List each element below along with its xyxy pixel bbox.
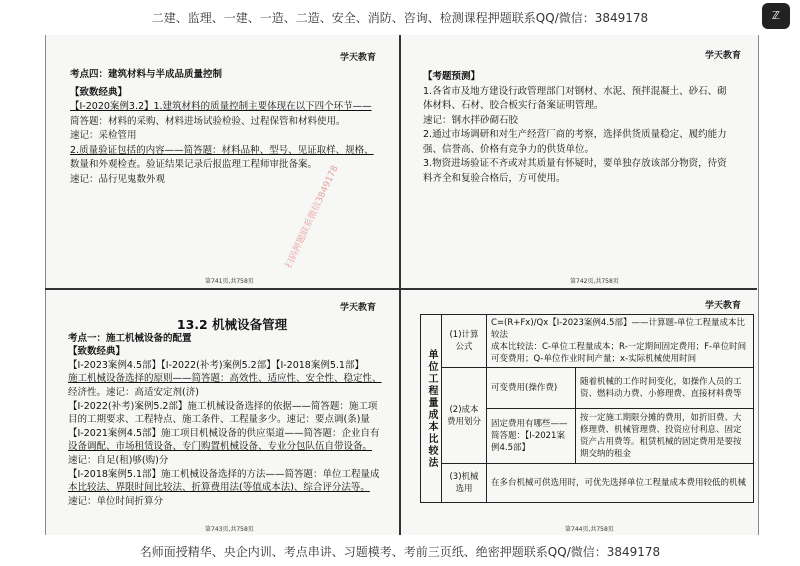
brand-logo: 学天教育 bbox=[340, 303, 377, 313]
page-divider-vertical bbox=[399, 35, 401, 535]
section-tag: 【致数经典】 bbox=[70, 86, 128, 98]
page-title: 13.2 机械设备管理 bbox=[176, 317, 288, 332]
sub-label: 可变费用(操作费) bbox=[487, 368, 576, 409]
row-label: (2)成本费用划分 bbox=[442, 368, 487, 464]
text-line: 【Ⅰ-2021案例4.5部】施工项目机械设备的供应渠道——简答题：企业自有 bbox=[68, 427, 380, 439]
text-line: 经济性。速记：高适安定剂(济) bbox=[68, 386, 199, 398]
top-banner-text: 二建、监理、一建、一造、二造、安全、消防、咨询、检测课程押题联系QQ/微信：3849178 bbox=[151, 11, 649, 25]
text-line: 本比较法、界限时间比较法、折算费用法(等值成本法)、综合评分法等。 bbox=[68, 482, 370, 494]
page-top-right bbox=[423, 70, 753, 186]
text-line: 3.物资进场验证不齐或对其质量有怀疑时，要单独存放该部分物资，待资 bbox=[423, 158, 727, 169]
table-row bbox=[421, 464, 754, 503]
page-number: 第741页,共758页 bbox=[205, 278, 254, 285]
brand-logo: 学天教育 bbox=[340, 53, 377, 63]
side-label: 单位工程量成本比较法 bbox=[421, 315, 442, 503]
logo-icon: ℤ bbox=[762, 3, 790, 29]
text-line: 【Ⅰ-2023案例4.5部】【Ⅰ-2022(补考)案例5.2部】【Ⅰ-2018案例5.1部】 bbox=[68, 359, 364, 371]
text-line: 【Ⅰ-2022(补考)案例5.2部】施工机械设备选择的依据——简答题：施工项 bbox=[68, 400, 378, 412]
section-tag: 【考题预测】 bbox=[423, 71, 481, 82]
watermark: 扫码押题联系微信3849178 bbox=[284, 164, 341, 271]
text-line: 简答题：材料的采购、材料进场试验检验、过程保管和材料使用。 bbox=[70, 115, 346, 127]
row-content: 随着机械的工作时间变化，如操作人员的工资、燃料动力费、小修理费、直接材料费等 bbox=[576, 368, 754, 409]
text-line: 数量和外观检查。验证结果记录后报监理工程师审批备案。 bbox=[70, 159, 318, 170]
text-line: 体材料、石材、胶合板实行备案证明管理。 bbox=[423, 100, 604, 111]
top-banner bbox=[0, 0, 800, 36]
text-line: 速记：钢水拌砂砌石胶 bbox=[423, 114, 519, 126]
row-content: C=(R+Fx)/Qx【Ⅰ-2023案例4.5部】——计算题-单位工程量成本比较法 成本比较法：C-单位工程量成本；R-一定期间固定费用；F-单位时间可变费用；Q-单位作业时间产量；x-实际机械使用时间 bbox=[487, 315, 754, 368]
text-line: 目的工期要求、工程特点、施工条件、工程量多少。速记：要点调(条)量 bbox=[68, 414, 370, 426]
page-top-left bbox=[70, 68, 395, 187]
text-line: 【Ⅰ-2020案例3.2】1.建筑材料的质量控制主要体现在以下四个环节—— bbox=[70, 101, 372, 112]
bottom-banner bbox=[0, 538, 800, 566]
text-line: 1.各省市及地方建设行政管理部门对钢材、水泥、预拌混凝土、砂石、砌 bbox=[423, 85, 727, 97]
text-line: 2.通过市场调研和对生产经营厂商的考察，选择供货质量稳定、履约能力 bbox=[423, 129, 727, 140]
row-content: 在多台机械可供选用时，可优先选择单位工程量成本费用较低的机械 bbox=[487, 464, 754, 503]
row-content: 按一定施工期限分摊的费用，如折旧费、大修理费、机械管理费、投资应付利息、固定资产占用费等。租赁机械的固定费用是要按期交纳的租金 bbox=[576, 409, 754, 464]
page-number: 第743页,共758页 bbox=[205, 526, 254, 533]
page-bottom-left bbox=[68, 318, 396, 508]
text-line: 2.质量验证包括的内容——简答题：材料品种、型号、见证取样、规格、 bbox=[70, 144, 374, 156]
text-line: 强、信誉高、价格有竞争力的供货单位。 bbox=[423, 143, 595, 155]
text-line: 速记：单位时间折算分 bbox=[68, 495, 164, 507]
page-number: 第744页,共758页 bbox=[565, 526, 614, 533]
comparison-table bbox=[420, 314, 754, 503]
brand-logo: 学天教育 bbox=[705, 51, 742, 61]
text-line: 设备调配、市场租赁设备、专门购置机械设备、专业分包队伍自带设备。 bbox=[68, 441, 373, 453]
table-row bbox=[421, 368, 754, 409]
text-line: 料齐全和复验合格后，方可使用。 bbox=[423, 172, 566, 184]
text-line: 施工机械设备选择的原则——简答题：高效性、适应性、安全性、稳定性、 bbox=[68, 373, 382, 385]
text-line: 速记：品行见鬼数外观 bbox=[70, 173, 166, 185]
row-label: (3)机械选用 bbox=[442, 464, 487, 503]
section-tag: 【致数经典】 bbox=[68, 346, 126, 358]
text-line: 速记：采检管用 bbox=[70, 130, 137, 141]
sub-label: 固定费用有哪些——简答题：【Ⅰ-2021案例4.5部】 bbox=[487, 409, 576, 464]
page-divider-horizontal bbox=[45, 288, 757, 290]
text-line: 速记：自足(租)够(购)分 bbox=[68, 454, 169, 466]
section-heading: 考点四：建筑材料与半成品质量控制 bbox=[70, 69, 223, 80]
section-heading: 考点一：施工机械设备的配置 bbox=[68, 332, 192, 344]
brand-logo: 学天教育 bbox=[705, 301, 742, 311]
page-number: 第742页,共758页 bbox=[570, 278, 619, 285]
text-line: 【Ⅰ-2018案例5.1部】施工机械设备选择的方法——简答题：单位工程量成 bbox=[68, 468, 380, 480]
bottom-banner-text: 名师面授精华、央企内训、考点串讲、习题模考、考前三页纸、绝密押题联系QQ/微信：3849178 bbox=[139, 545, 661, 559]
page-bottom-right bbox=[420, 314, 754, 503]
row-label: (1)计算公式 bbox=[442, 315, 487, 368]
table-row bbox=[421, 315, 754, 368]
